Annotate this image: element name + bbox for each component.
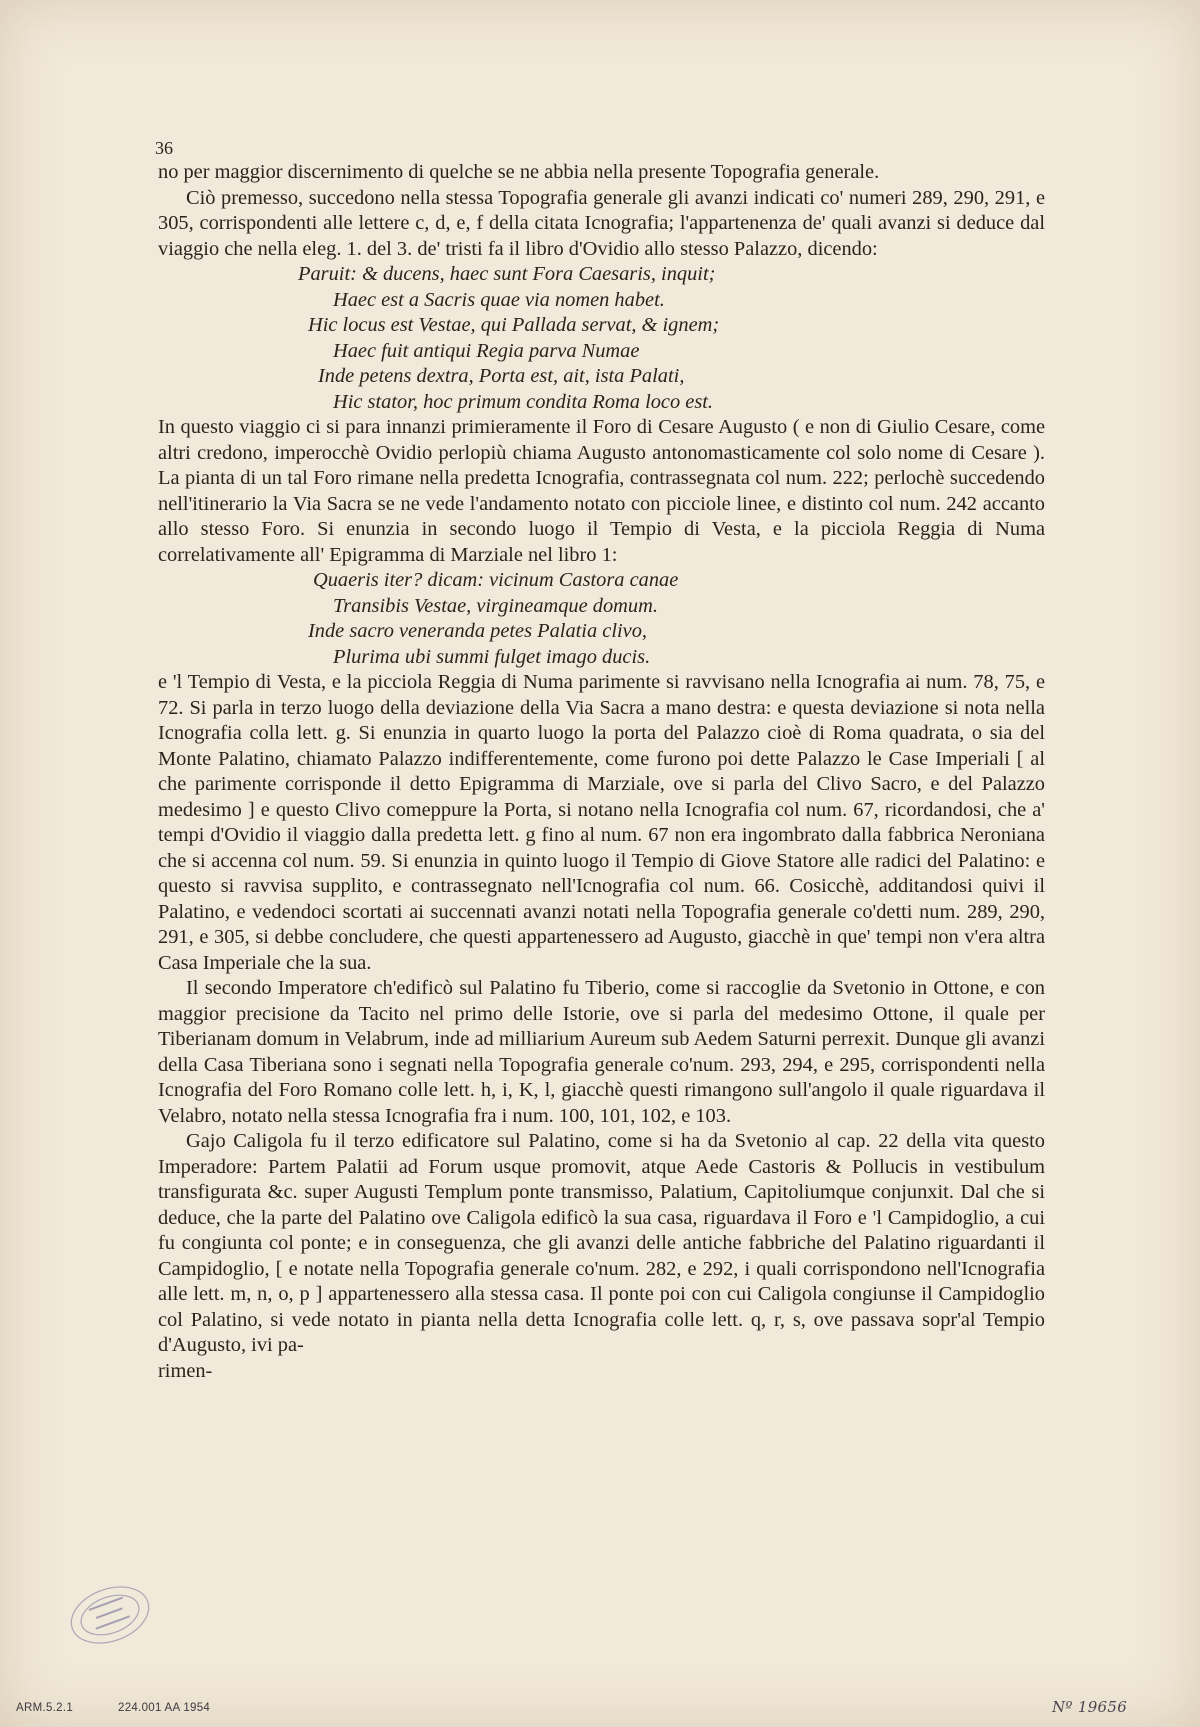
verse-line: Haec est a Sacris quae via nomen habet. <box>333 288 665 311</box>
verse-line: Paruit: & ducens, haec sunt Fora Caesaris, inquit; <box>298 263 716 285</box>
verse-line: Hic locus est Vestae, qui Pallada servat, & ignem; <box>308 314 720 336</box>
paragraph-4: Il secondo Imperatore ch'edificò sul Palatino fu Tiberio, come si raccoglie da Svetonio in Ottone, e con maggior precisione da Tacito nel primo delle Istorie, ove si parla del medesimo Ottone, il quale per Tiberianam domum in Velabrum, inde ad milliarium Aureum sub Aedem Saturni perrexit. Dunque gli avanzi della Casa Tiberiana sono i segnati nella Topografia generale co'num. 293, 294, e 295, corrispondenti nella Icnografia del Foro Romano colle lett. h, i, K, l, giacchè questi rimangono sull'angolo il quale riguardava il Velabro, notato nella stessa Icnografia fra i num. 100, 101, 102, e 103. <box>158 977 1045 1127</box>
paragraph-1: Ciò premesso, succedono nella stessa Topografia generale gli avanzi indicati co' numeri 289, 290, 291, e 305, corrispondenti alle lettere c, d, e, f della citata Icnografia; l'appartenenza de' quali avanzi si deduce dal viaggio che nella eleg. 1. del 3. de' tristi fa il libro d'Ovidio allo stesso Palazzo, dicendo: <box>158 186 1045 260</box>
catchword: rimen- <box>158 1359 213 1382</box>
verse-line: Hic stator, hoc primum condita Roma loco est. <box>333 390 714 413</box>
catalog-number: 224.001 AA 1954 <box>118 1702 211 1714</box>
page-number: 36 <box>155 138 173 158</box>
verse-line: Inde sacro veneranda petes Palatia clivo, <box>308 620 647 642</box>
verse-line: Haec fuit antiqui Regia parva Numae <box>333 339 640 362</box>
document-body <box>158 160 1045 1384</box>
library-stamp <box>62 1580 158 1650</box>
verse-line: Quaeris iter? dicam: vicinum Castora canae <box>313 569 679 591</box>
paragraph-5: Gajo Caligola fu il terzo edificatore sul Palatino, come si ha da Svetonio al cap. 22 della vita questo Imperadore: Partem Palatii ad Forum usque promovit, atque Aede Castoris & Pollucis in vestibulum transfigurata &c. super Augusti Templum ponte transmisso, Palatium, Capitoliumque conjunxit. Dal che si deduce, che la parte del Palatino ove Caligola edificò la sua casa, riguardava il Foro e 'l Campidoglio, a cui fu congiunta col ponte; e in conseguenza, che gli avanzi delle antiche fabbriche del Palatino riguardanti il Campidoglio, [ e notate nella Topografia generale co'num. 282, e 292, i quali corrispondono nell'Icnografia alle lett. m, n, o, p ] appartenessero alla stessa casa. Il ponte poi con cui Caligola congiunse il Campidoglio col Palatino, si vede notato in pianta nella detta Icnografia colle lett. q, r, s, ove passava sopr'al Tempio d'Augusto, ivi pa- <box>158 1130 1045 1356</box>
verse-line: Transibis Vestae, virgineamque domum. <box>333 594 658 617</box>
verse-line: Plurima ubi summi fulget imago ducis. <box>333 645 651 668</box>
paragraph-3: e 'l Tempio di Vesta, e la picciola Reggia di Numa parimente si ravvisano nella Icnografia ai num. 78, 75, e 72. Si parla in terzo luogo della deviazione della Via Sacra a mano destra: e questa deviazione si nota nella Icnografia colla lett. g. Si enunzia in quarto luogo la porta del Palazzo cioè di Roma quadrata, o sia del Monte Palatino, chiamato Palazzo indifferentemente, come furono poi dette Palazzo le Case Imperiali [ al che parimente corrisponde il detto Epigramma di Marziale, ove si parla del Clivo Sacro, e del Palazzo medesimo ] e questo Clivo comeppure la Porta, si notano nella Icnografia col num. 67, ricordandosi, che a' tempi d'Ovidio il viaggio dalla predetta lett. g fino al num. 67 non era ingombrato dalla fabbrica Neroniana che si accenna col num. 59. Si enunzia in quinto luogo il Tempio di Giove Statore alle radici del Palatino: e questo si ravvisa supplito, e contrassegnato nell'Icnografia col num. 66. Cosicchè, additandosi quivi il Palatino, e vedendoci scortati ai succennati avanzi notati nella Topografia generale co'detti num. 289, 290, 291, e 305, si debbe concludere, che questi appartenessero ad Augusto, giacchè in que' tempi non v'era altra Casa Imperiale che la sua. <box>158 671 1045 974</box>
handwritten-number: Nº 19656 <box>1052 1698 1128 1716</box>
shelfmark-label: ARM.5.2.1 <box>16 1702 74 1714</box>
paragraph-continuation: no per maggior discernimento di quelche se ne abbia nella presente Topografia generale. <box>158 161 880 183</box>
verse-line: Inde petens dextra, Porta est, ait, ista Palati, <box>318 365 685 387</box>
paragraph-2: In questo viaggio ci si para innanzi primieramente il Foro di Cesare Augusto ( e non di Giulio Cesare, come altri credono, imperocchè Ovidio perlopiù chiama Augusto antonomasticamente col solo nome di Cesare ). La pianta di un tal Foro rimane nella predetta Icnografia, contrassegnata col num. 222; perlochè succedendo nell'itinerario la Via Sacra se ne vede l'andamento notato con picciole linee, e distinto col num. 242 accanto allo stesso Foro. Si enunzia in secondo luogo il Tempio di Vesta, e la picciola Reggia di Numa correlativamente all' Epigramma di Marziale nel libro 1: <box>158 416 1045 566</box>
